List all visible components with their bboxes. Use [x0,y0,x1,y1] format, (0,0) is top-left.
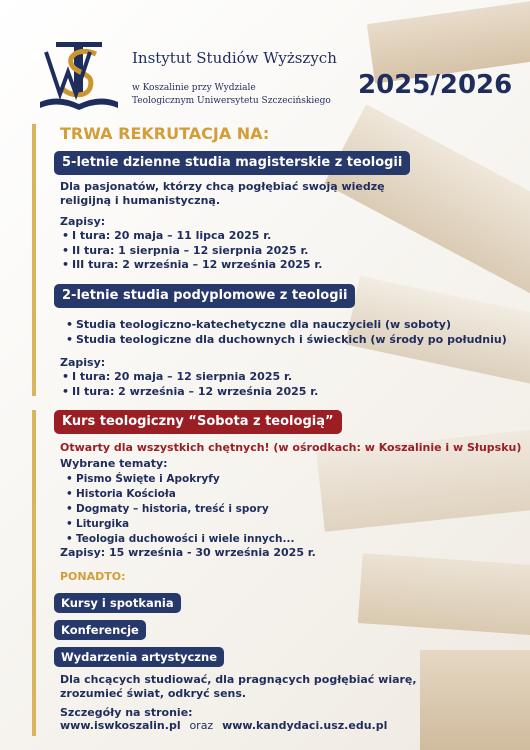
list-item: • I tura: 20 maja – 11 lipca 2025 r. [62,229,322,244]
gold-accent-bar [32,124,36,396]
list-item: • Studia teologiczne dla duchownych i świeckich (w środy po południu) [66,333,507,348]
extra-konferencje-badge: Konferencje [54,620,146,640]
program1-description: Dla pasjonatów, którzy chcą pogłębiać swoją wiedzę religijną i humanistyczną. [60,180,385,207]
list-item: • Dogmaty – historia, treść i spory [66,502,294,517]
extra-kursy-badge: Kursy i spotkania [54,593,181,613]
list-item: • Teologia duchowości i wiele innych... [66,532,294,547]
program2-items-list [66,318,507,347]
recruitment-heading: TRWA REKRUTACJA NA: [60,124,270,143]
program2-zapisy-label: Zapisy: [60,356,106,369]
list-item: • II tura: 2 września – 12 września 2025 r. [62,385,318,400]
list-item: • Pismo Święte i Apokryfy [66,472,294,487]
links-line [60,719,387,733]
list-item: • II tura: 1 sierpnia – 12 sierpnia 2025 r. [62,244,322,259]
details-label: Szczegóły na stronie: [60,706,193,719]
gold-accent-bar [32,410,36,736]
institute-logo [38,38,120,114]
course-topics-label: Wybrane tematy: [60,457,168,470]
oraz-text: oraz [189,719,214,732]
list-item: • I tura: 20 maja – 12 sierpnia 2025 r. [62,370,318,385]
list-item: • Historia Kościoła [66,487,294,502]
academic-year: 2025/2026 [358,70,513,100]
ponadto-heading: PONADTO: [60,570,126,583]
program1-zapisy-label: Zapisy: [60,215,106,228]
link-iswkoszalin[interactable]: www.iswkoszalin.pl [60,719,181,732]
link-kandydaci[interactable]: www.kandydaci.usz.edu.pl [222,719,388,732]
extra-wydarzenia-badge: Wydarzenia artystyczne [54,647,224,667]
list-item: • Studia teologiczno-katechetyczne dla nauczycieli (w soboty) [66,318,507,333]
institute-name: Instytut Studiów Wyższych [132,49,337,67]
program1-rounds-list [62,229,322,273]
course-title: Kurs teologiczny “Sobota z teologią” [54,410,342,434]
course-open-text: Otwarty dla wszystkich chętnych! (w ośrodkach: w Koszalinie i w Słupsku) [60,441,522,454]
program1-title: 5-letnie dzienne studia magisterskie z teologii [54,151,410,175]
course-zapisy: Zapisy: 15 września - 30 września 2025 r. [60,546,316,559]
program2-title: 2-letnie studia podyplomowe z teologii [54,284,355,308]
closing-text: Dla chcących studiować, dla pragnących pogłębiać wiarę, zrozumieć świat, odkryć sens. [60,673,417,700]
list-item: • Liturgika [66,517,294,532]
list-item: • III tura: 2 września – 12 września 2025 r. [62,258,322,273]
course-topics-list [66,472,294,547]
program2-rounds-list [62,370,318,399]
institute-subtitle: w Koszalinie przy Wydziale Teologicznym Uniwersytetu Szczecińskiego [132,83,331,106]
